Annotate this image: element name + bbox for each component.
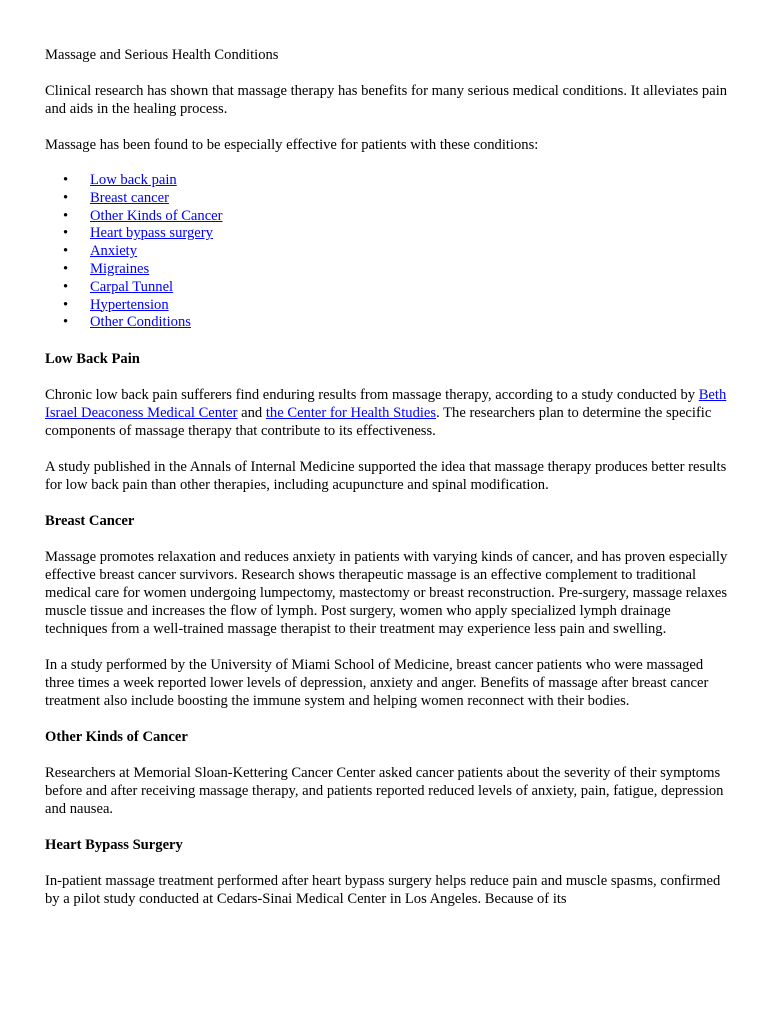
link-center-for-health-studies[interactable]: the Center for Health Studies — [265, 405, 437, 422]
bullet-icon: • — [63, 207, 69, 224]
link-heart-bypass-surgery[interactable]: Heart bypass surgery — [90, 225, 213, 242]
bullet-icon: • — [63, 225, 69, 242]
low-back-paragraph-2: A study published in the Annals of Internal Medicine supported the idea that massage therapy produces better results for low back pain than other therapies, including acupuncture and spinal modification. — [45, 459, 727, 494]
list-item — [45, 297, 735, 315]
list-item — [45, 172, 735, 190]
low-back-text-end: . The researchers plan to determine the specific components of massage therapy that contribute to its effectiveness. — [45, 405, 712, 440]
heading-breast-cancer: Breast Cancer — [45, 513, 135, 530]
link-breast-cancer[interactable]: Breast cancer — [90, 189, 169, 206]
bullet-icon: • — [63, 243, 69, 260]
link-low-back-pain[interactable]: Low back pain — [90, 172, 177, 188]
intro-paragraph: Clinical research has shown that massage therapy has benefits for many serious medical conditions. It alleviates pain and aids in the healing process. — [45, 83, 728, 117]
bullet-icon: • — [63, 260, 69, 277]
list-item — [45, 261, 735, 279]
low-back-text-and: and — [237, 405, 266, 422]
link-hypertension[interactable]: Hypertension — [90, 296, 169, 313]
link-other-conditions[interactable]: Other Conditions — [90, 314, 191, 331]
link-beth-israel[interactable]: Beth Israel Deaconess Medical Center — [45, 387, 727, 422]
link-carpal-tunnel[interactable]: Carpal Tunnel — [90, 278, 174, 295]
list-item — [45, 314, 735, 332]
heart-paragraph: In-patient massage treatment performed after heart bypass surgery helps reduce pain and muscle spasms, confirmed by a pilot study conducted at Cedars-Sinai Medical Center in Los Angeles. Because of its — [45, 873, 721, 908]
low-back-text-start: Chronic low back pain sufferers find enduring results from massage therapy, according to a study conducted by — [45, 387, 699, 404]
heading-heart-bypass-surgery: Heart Bypass Surgery — [45, 837, 183, 854]
list-item — [45, 243, 735, 261]
list-item — [45, 190, 735, 208]
low-back-paragraph-1 — [45, 386, 735, 440]
link-other-kinds-of-cancer[interactable]: Other Kinds of Cancer — [90, 207, 223, 224]
breast-paragraph-1: Massage promotes relaxation and reduces anxiety in patients with varying kinds of cancer, and has proven especially effective breast cancer survivors. Research shows therapeutic massage is an effective complement to traditional medical care for women undergoing lumpectomy, mastectomy or breast reconstruction. Pre-surgery, massage relaxes muscle tissue and increases the flow of lymph. Post surgery, women who apply specialized lymph drainage techniques from a well-trained massage therapist to their treatment may experience less pain and swelling. — [45, 549, 728, 638]
bullet-icon: • — [63, 189, 69, 206]
document-page — [45, 46, 735, 926]
list-item — [45, 208, 735, 226]
breast-paragraph-2: In a study performed by the University of Miami School of Medicine, breast cancer patients who were massaged three times a week reported lower levels of depression, anxiety and anger. Benefits of massage after breast cancer treatment also include boosting the immune system and helping women reconnect with their bodies. — [45, 657, 709, 710]
link-migraines[interactable]: Migraines — [90, 260, 150, 277]
link-anxiety[interactable]: Anxiety — [90, 243, 138, 260]
list-item — [45, 225, 735, 243]
bullet-icon: • — [63, 296, 69, 313]
list-intro: Massage has been found to be especially effective for patients with these conditions: — [45, 137, 539, 153]
conditions-list — [45, 172, 735, 332]
list-item — [45, 279, 735, 297]
bullet-icon: • — [63, 172, 69, 188]
bullet-icon: • — [63, 278, 69, 295]
heading-low-back-pain: Low Back Pain — [45, 351, 140, 368]
bullet-icon: • — [63, 314, 69, 331]
document-title: Massage and Serious Health Conditions — [45, 47, 279, 63]
heading-other-kinds-of-cancer: Other Kinds of Cancer — [45, 729, 188, 746]
other-cancer-paragraph: Researchers at Memorial Sloan-Kettering Cancer Center asked cancer patients about the severity of their symptoms before and after receiving massage therapy, and patients reported reduced levels of anxiety, pain, fatigue, depression and nausea. — [45, 765, 724, 818]
